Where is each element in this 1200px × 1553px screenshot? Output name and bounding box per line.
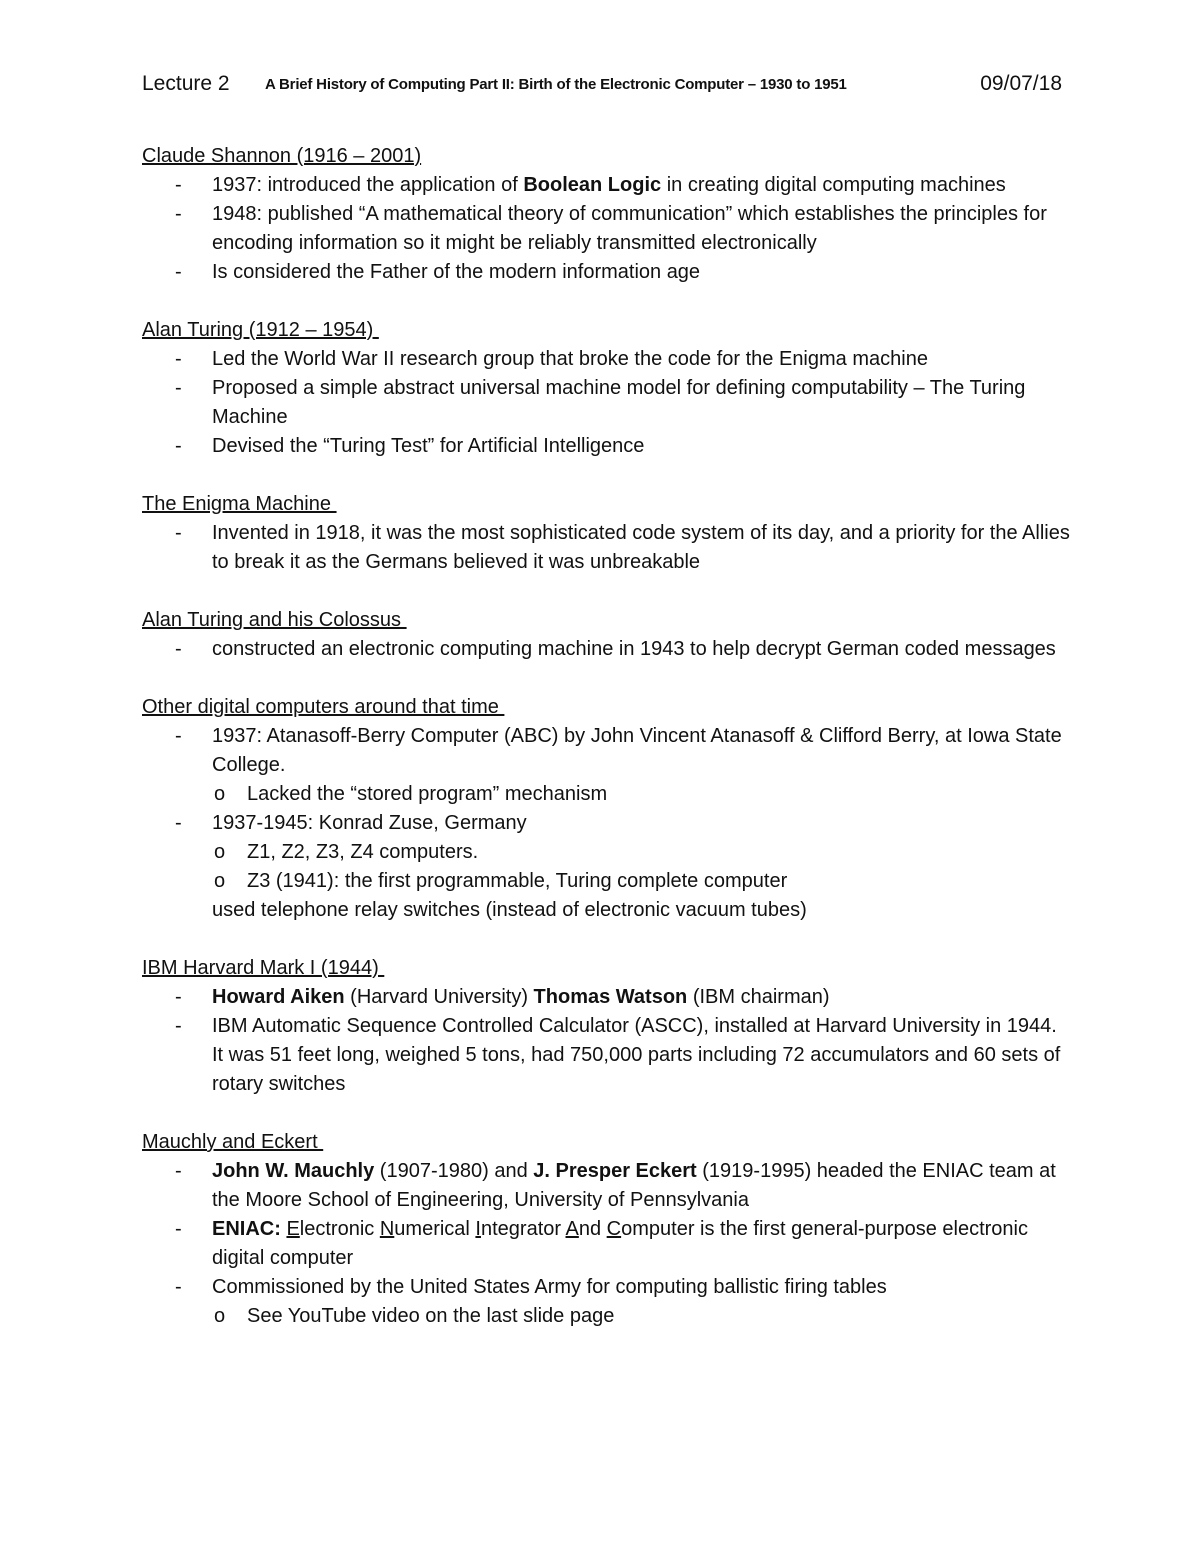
lecture-date: 09/07/18 [980, 72, 1062, 95]
circle-bullet-icon: o [214, 870, 226, 892]
list-item: - 1948: published “A mathematical theory of communication” which establishes the principles for encoding information so it might be reliably transmitted electronically [142, 200, 1072, 258]
sub-list-item: o See YouTube video on the last slide page [212, 1302, 1072, 1331]
dash-bullet-icon: - [175, 203, 182, 225]
list-item: - 1937: introduced the application of Boolean Logic in creating digital computing machines [142, 171, 1072, 200]
dash-bullet-icon: - [175, 522, 182, 544]
list-item: - constructed an electronic computing machine in 1943 to help decrypt German coded messages [142, 635, 1072, 664]
list-item: - Proposed a simple abstract universal machine model for defining computability – The Turing Machine [142, 374, 1072, 432]
list-item: - John W. Mauchly (1907-1980) and J. Presper Eckert (1919-1995) headed the ENIAC team at the Moore School of Engineering, University of Pennsylvania [142, 1157, 1072, 1215]
list-item: - ENIAC: Electronic Numerical Integrator And Computer is the first general-purpose electronic digital computer [142, 1215, 1072, 1273]
dash-bullet-icon: - [175, 725, 182, 747]
bullet-list [142, 983, 1072, 1099]
list-item: - Commissioned by the United States Army for computing ballistic firing tables o See YouTube video on the last slide page [142, 1273, 1072, 1331]
dash-bullet-icon: - [175, 812, 182, 834]
dash-bullet-icon: - [175, 261, 182, 283]
section-heading: Other digital computers around that time [142, 696, 505, 718]
section-other-computers [142, 693, 1072, 925]
dash-bullet-icon: - [175, 638, 182, 660]
section-heading: Alan Turing and his Colossus [142, 609, 407, 631]
bullet-list [142, 635, 1072, 664]
section-mauchly-eckert [142, 1128, 1072, 1331]
lecture-title: A Brief History of Computing Part II: Birth of the Electronic Computer – 1930 to 1951 [265, 76, 847, 93]
section-enigma-machine [142, 490, 1072, 577]
circle-bullet-icon: o [214, 841, 226, 863]
bullet-list [142, 722, 1072, 896]
lecture-label: Lecture 2 [142, 72, 230, 95]
dash-bullet-icon: - [175, 1015, 182, 1037]
bullet-list [142, 345, 1072, 461]
sub-bullet-list [212, 780, 1072, 809]
sub-list-item: o Z3 (1941): the first programmable, Turing complete computer [212, 867, 1072, 896]
dash-bullet-icon: - [175, 1160, 182, 1182]
section-heading: Mauchly and Eckert [142, 1131, 324, 1153]
dash-bullet-icon: - [175, 377, 182, 399]
bullet-list [142, 1157, 1072, 1331]
dash-bullet-icon: - [175, 986, 182, 1008]
sub-list-item: o Z1, Z2, Z3, Z4 computers. [212, 838, 1072, 867]
list-item: - Is considered the Father of the modern information age [142, 258, 1072, 287]
dash-bullet-icon: - [175, 174, 182, 196]
circle-bullet-icon: o [214, 783, 226, 805]
dash-bullet-icon: - [175, 1276, 182, 1298]
continuation-text: used telephone relay switches (instead of electronic vacuum tubes) [212, 899, 807, 921]
list-item: - Invented in 1918, it was the most sophisticated code system of its day, and a priority for the Allies to break it as the Germans believed it was unbreakable [142, 519, 1072, 577]
section-harvard-mark-i [142, 954, 1072, 1099]
bullet-list [142, 519, 1072, 577]
list-item: - Howard Aiken (Harvard University) Thomas Watson (IBM chairman) [142, 983, 1072, 1012]
dash-bullet-icon: - [175, 348, 182, 370]
section-alan-turing [142, 316, 1072, 461]
bullet-list [142, 171, 1072, 287]
list-item: - 1937-1945: Konrad Zuse, Germany o Z1, Z2, Z3, Z4 computers. o Z3 (1941): the first programmable, Turing complete computer [142, 809, 1072, 896]
sub-bullet-list [212, 838, 1072, 896]
sub-list-item: o Lacked the “stored program” mechanism [212, 780, 1072, 809]
page-header [142, 72, 1062, 102]
section-claude-shannon [142, 142, 1072, 287]
list-item: - Devised the “Turing Test” for Artificial Intelligence [142, 432, 1072, 461]
section-heading: The Enigma Machine [142, 493, 337, 515]
sub-bullet-list [212, 1302, 1072, 1331]
list-item: - IBM Automatic Sequence Controlled Calculator (ASCC), installed at Harvard University in 1944. It was 51 feet long, weighed 5 tons, had 750,000 parts including 72 accumulators and 60 sets of rotary switches [142, 1012, 1072, 1099]
dash-bullet-icon: - [175, 435, 182, 457]
list-item: - Led the World War II research group that broke the code for the Enigma machine [142, 345, 1072, 374]
section-turing-colossus [142, 606, 1072, 664]
section-heading: Claude Shannon (1916 – 2001) [142, 145, 422, 167]
circle-bullet-icon: o [214, 1305, 226, 1327]
section-heading: Alan Turing (1912 – 1954) [142, 319, 379, 341]
section-heading: IBM Harvard Mark I (1944) [142, 957, 385, 979]
notes-body [142, 142, 1072, 1360]
dash-bullet-icon: - [175, 1218, 182, 1240]
list-item: - 1937: Atanasoff-Berry Computer (ABC) by John Vincent Atanasoff & Clifford Berry, at Iowa State College. o Lacked the “stored program” mechanism [142, 722, 1072, 809]
